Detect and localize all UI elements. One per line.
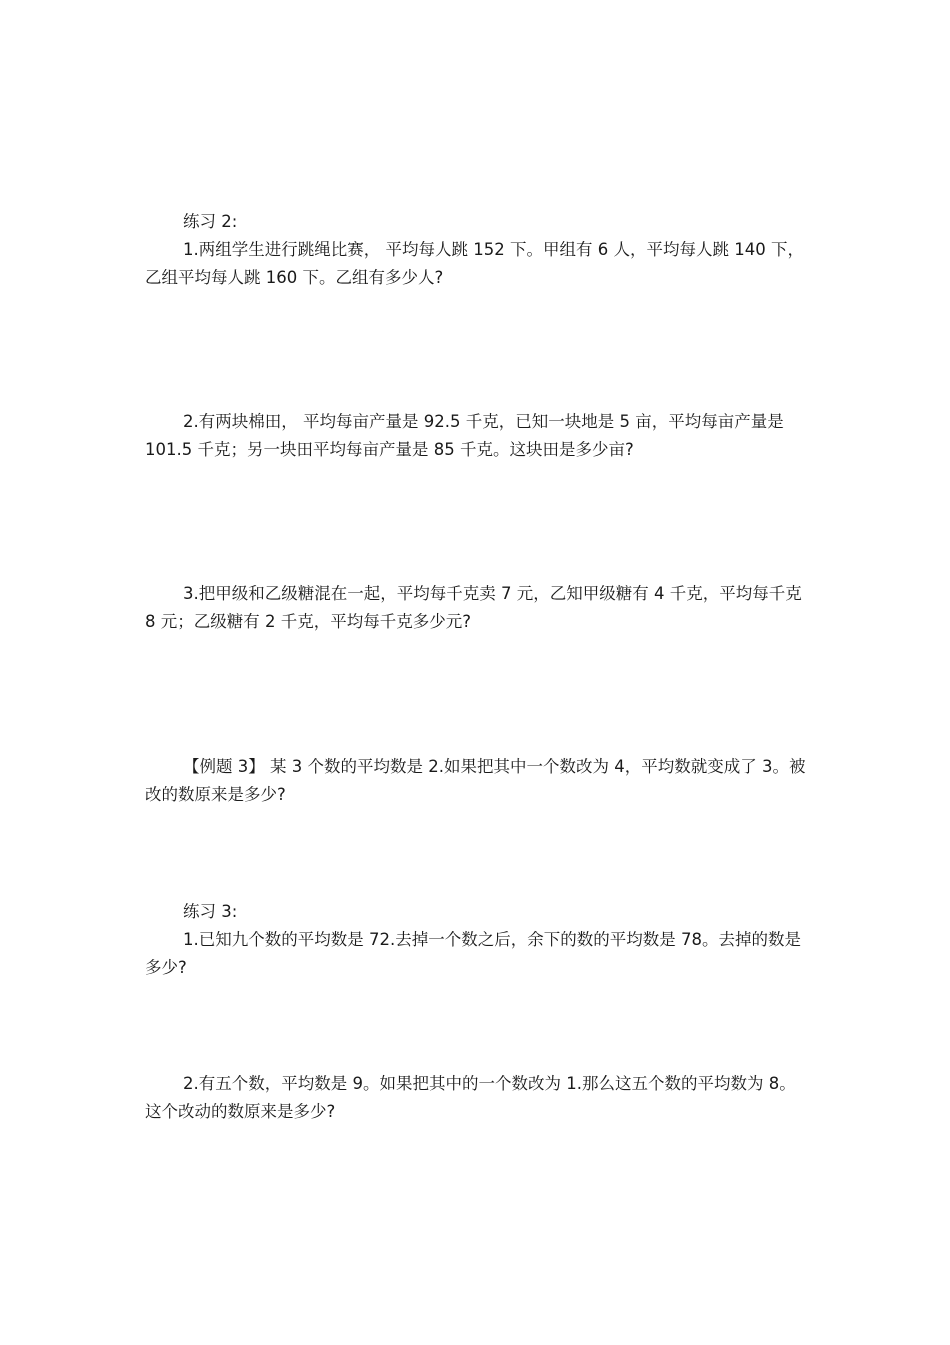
example-3-text: 【例题 3】 某 3 个数的平均数是 2.如果把其中一个数改为 4，平均数就变成了 3。被改的数原来是多少? [145,757,806,804]
practice-2-heading: 练习 2: [183,212,238,231]
practice-3-question-2-block [145,1070,810,1126]
practice-2-question-3-block [145,580,810,636]
practice-2-question-1: 1.两组学生进行跳绳比赛， 平均每人跳 152 下。甲组有 6 人，平均每人跳 140 下，乙组平均每人跳 160 下。乙组有多少人? [145,240,804,287]
practice-2-question-3: 3.把甲级和乙级糖混在一起，平均每千克卖 7 元，乙知甲级糖有 4 千克，平均每千克 8 元；乙级糖有 2 千克，平均每千克多少元? [145,584,802,631]
practice-3-heading: 练习 3: [183,902,238,921]
practice-2-section [145,208,810,292]
practice-3-question-2: 2.有五个数，平均数是 9。如果把其中的一个数改为 1.那么这五个数的平均数为 8。这个改动的数原来是多少? [145,1074,796,1121]
practice-2-question-2-block [145,408,810,464]
example-3-block [145,753,810,809]
practice-2-question-2: 2.有两块棉田， 平均每亩产量是 92.5 千克，已知一块地是 5 亩，平均每亩产量是 101.5 千克；另一块田平均每亩产量是 85 千克。这块田是多少亩? [145,412,784,459]
practice-3-section [145,898,810,982]
practice-3-question-1: 1.已知九个数的平均数是 72.去掉一个数之后，余下的数的平均数是 78。去掉的数是多少? [145,930,801,977]
